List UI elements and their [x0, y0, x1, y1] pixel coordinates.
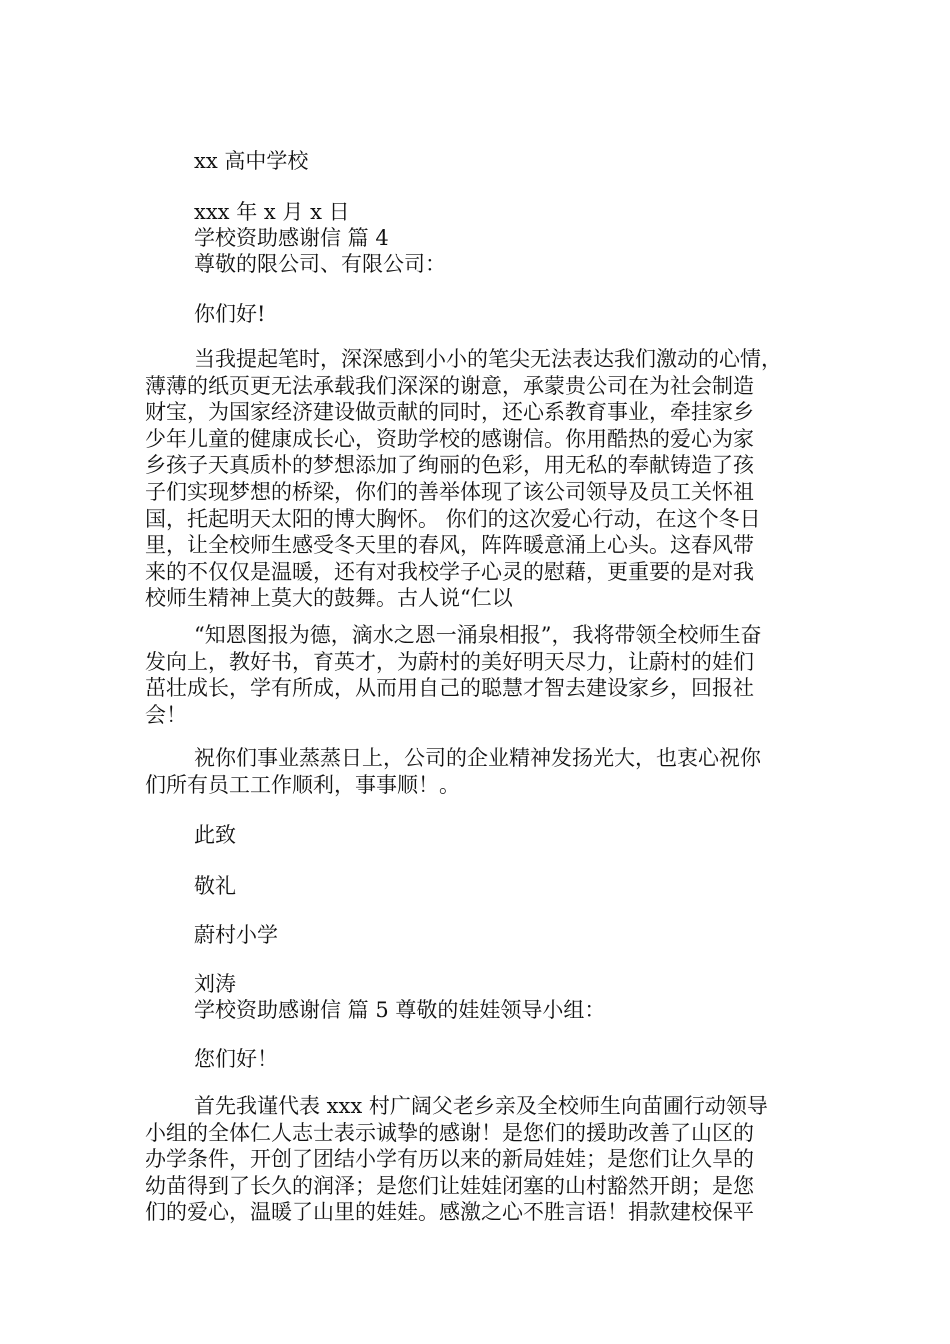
paragraph-line: 校师生精神上莫大的鼓舞。古人说“仁以	[145, 586, 513, 611]
paragraph-line: 乡孩子天真质朴的梦想添加了绚丽的色彩，用无私的奉献铸造了孩	[145, 453, 754, 478]
paragraph-line: 来的不仅仅是温暖，还有对我校学子心灵的慰藉，更重要的是对我	[145, 559, 754, 584]
paragraph-line: “知恩图报为德，滴水之恩一涌泉相报”，我将带领全校师生奋	[194, 623, 762, 647]
paragraph-line: 们所有员工工作顺利，事事顺！。	[145, 772, 460, 797]
body-paragraph-2	[145, 622, 810, 728]
paragraph-line: 首先我谨代表 xxx 村广阔父老乡亲及全校师生向苗圃行动领导	[194, 1094, 768, 1118]
school-line: xx 高中学校	[194, 149, 309, 173]
closing-line-2: 敬礼	[194, 874, 236, 898]
paragraph-line: 茁壮成长，学有所成，从而用自己的聪慧才智去建设家乡，回报社	[145, 676, 754, 701]
signature-name: 刘涛	[194, 972, 236, 996]
paragraph-line: 小组的全体仁人志士表示诚挚的感谢！是您们的援助改善了山区的	[145, 1120, 754, 1145]
letter-title-5: 学校资助感谢信 篇 5 尊敬的娃娃领导小组：	[194, 998, 606, 1022]
body-paragraph-1	[145, 346, 810, 612]
paragraph-line: 财宝，为国家经济建设做贡献的同时，还心系教育事业，牵挂家乡	[145, 400, 754, 425]
salutation-4: 尊敬的限公司、有限公司：	[194, 252, 446, 276]
paragraph-line: 幼苗得到了长久的润泽；是您们让娃娃闭塞的山村豁然开朗；是您	[145, 1173, 754, 1198]
paragraph-line: 薄薄的纸页更无法承载我们深深的谢意，承蒙贵公司在为社会制造	[145, 373, 754, 398]
greeting-4: 你们好!	[194, 302, 266, 326]
paragraph-line: 们的爱心，温暖了山里的娃娃。感激之心不胜言语！捐款建校保平	[145, 1200, 754, 1225]
body-paragraph-3	[145, 745, 810, 798]
signature-org: 蔚村小学	[194, 923, 278, 947]
greeting-5: 您们好！	[194, 1047, 278, 1071]
paragraph-line: 发向上，教好书，育英才，为蔚村的美好明天尽力，让蔚村的娃们	[145, 649, 754, 674]
paragraph-line: 子们实现梦想的桥梁，你们的善举体现了该公司领导及员工关怀祖	[145, 479, 754, 504]
closing-line-1: 此致	[194, 823, 236, 847]
paragraph-line: 办学条件，开创了团结小学有历以来的新局娃娃；是您们让久旱的	[145, 1147, 754, 1172]
paragraph-line: 少年儿童的健康成长心，资助学校的感谢信。你用酷热的爱心为家	[145, 426, 754, 451]
paragraph-line: 国，托起明天太阳的博大胸怀。 你们的这次爱心行动，在这个冬日	[145, 506, 761, 531]
letter-title-4: 学校资助感谢信 篇 4	[194, 226, 389, 250]
date-line: xxx 年 x 月 x 日	[194, 200, 350, 224]
paragraph-line: 祝你们事业蒸蒸日上，公司的企业精神发扬光大，也衷心祝你	[194, 746, 761, 770]
paragraph-line: 会！	[145, 702, 187, 727]
body-paragraph-4	[145, 1093, 810, 1226]
paragraph-line: 当我提起笔时，深深感到小小的笔尖无法表达我们激动的心情，	[194, 347, 782, 371]
paragraph-line: 里，让全校师生感受冬天里的春风，阵阵暖意涌上心头。这春风带	[145, 533, 754, 558]
